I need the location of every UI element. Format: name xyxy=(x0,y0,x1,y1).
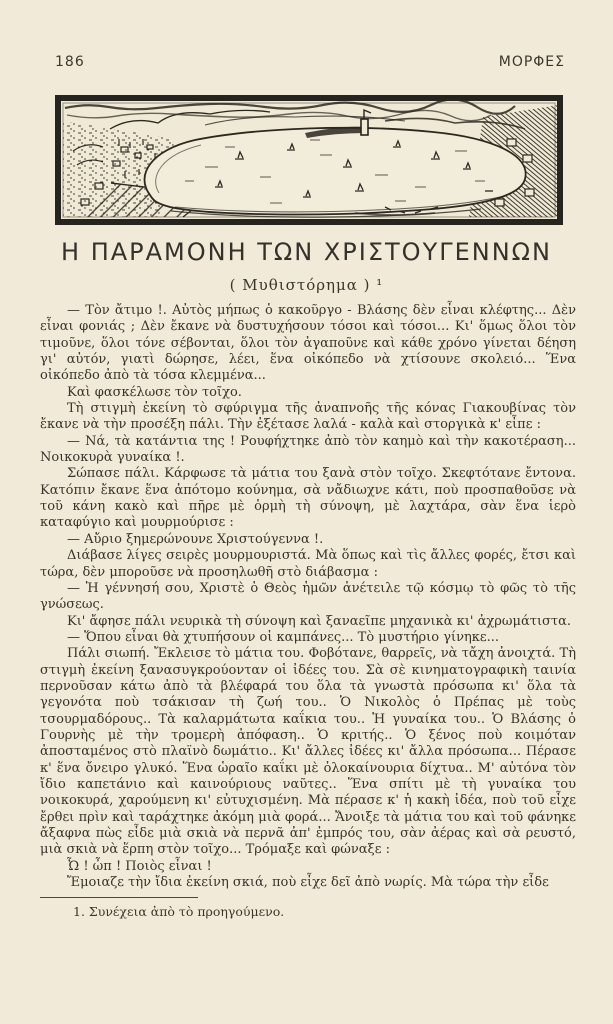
page-header xyxy=(55,54,565,70)
paragraph: Ὦ ! ὦπ ! Ποιὸς εἶναι ! xyxy=(67,858,212,874)
paragraph: — Τὸν ἄτιμο !. Αὐτὸς μήπως ὁ κακοῦργο - Βλάσης δὲν εἶναι κλέφτης... Δὲν εἶναι φονιάς ; Δὲν ἔκανε νὰ δυστυχήσουν τόσοι καὶ τόσοι... Κι' ὅμως ὅλοι τὸν τιμοῦνε, ὅλοι τόνε σέβονται, ὅλοι τὸν ἀγαποῦνε καὶ κάθε χρόνο γίνεται δέηση γι' αὐτόν, γιατὶ δώρησε, λέει, ἕνα οἰκόπεδο νὰ χτίσουνε σκολειό... Ἕνα οἰκόπεδο ἀπὸ τὰ τόσα κλεμμένα... xyxy=(40,303,576,384)
footnote: 1. Συνέχεια ἀπὸ τὸ προηγούμενο. xyxy=(73,904,285,919)
paragraph: — Αὔριο ξημερώνουνε Χριστούγεννα !. xyxy=(67,531,324,547)
harbor-woodcut-illustration xyxy=(55,95,563,225)
paragraph: Σώπασε πάλι. Κάρφωσε τὰ μάτια του ξανὰ στὸν τοῖχο. Σκεφτότανε ἔντονα. Κατόπιν ἔκανε ἕνα ἀπότομο κούνημα, σὰ νἄδιωχνε κάτι, ποὺ προσπαθοῦσε νὰ τοῦ κάνη κακὸ καὶ πῆρε μὲ ὁρμὴ τὴ σύνοψη, μὲ λαχτάρα, σὰν ἕνα ἱερὸ καταφύγιο καὶ μουρμούρισε : xyxy=(40,466,576,531)
page-number: 186 xyxy=(55,54,85,70)
article-title: Η ΠΑΡΑΜΟΝΗ ΤΩΝ ΧΡΙΣΤΟΥΓΕΝΝΩΝ xyxy=(61,238,552,266)
paragraph: Πάλι σιωπή. Ἔκλεισε τὸ μάτια του. Φοβότανε, θαρρεῖς, νὰ τἄχη ἀνοιχτά. Τὴ στιγμὴ ἐκείνη ξανασυγκρούονταν οἱ ἰδέες του. Σὰ σὲ κινηματογραφικὴ ταινία περνοῦσαν κάτω ἀπὸ τὰ βλέφαρά του ὅλα τὰ γνωστὰ πρόσωπα κι' ὅλα τὰ γεγονότα ποὺ τσάκισαν τὴ ζωή του.. Ὁ Νικολὸς ὁ Πρέπας μὲ τοὺς τσουρμαδόρους.. Τὰ καλαρμάτωτα καΐκια του.. Ἡ γυναίκα του.. Ὁ Βλάσης ὁ Γουρνὴς μὲ τὴν τρομερὴ ἀπόφαση.. Ὁ κριτής.. Ὁ ξένος ποὺ κοιμόταν ἀποσταμένος στὸ πλαϊνὸ δωμάτιο.. Κι' ἄλλες ἰδέες κι' ἄλλα πρόσωπα... Πέρασε κ' ἕνα ὄνειρο γλυκό. Ἕνα ὡραῖο καΐκι μὲ ὁλοκαίνουρια δίχτυα.. Μ' αὐτόνα τὸν ἴδιο καπετάνιο καὶ καινούριους ναῦτες.. Ἕνα σπίτι μὲ τὴ γυναίκα του νοικοκυρά, χαρούμενη κι' εὐτυχισμένη. Μὰ πέρασε κ' ἡ κακὴ ἰδέα, ποὺ τοῦ εἶχε ἔρθει πρὶν καὶ ταράχτηκε ἀκόμη μιὰ φορά... Ἄνοιξε τὰ μάτια του καὶ τοῦ φάνηκε ἄξαφνα πὼς εἶδε μιὰ σκιὰ νὰ περνᾶ ἀπ' ἐμπρός του, σὰν ἀέρας καὶ σὰ ρευστό, μιὰ σκιὰ νὰ ἕρπη στὸν τοῖχο... Τρόμαξε καὶ φώναξε : xyxy=(40,646,576,858)
article-subtitle: ( Μυθιστόρημα ) ¹ xyxy=(229,276,384,294)
paragraph: Τὴ στιγμὴ ἐκείνη τὸ σφύριγμα τῆς ἀναπνοῆς τῆς κόνας Γιακουβίνας τὸν ἔκανε νὰ τὴν προσέξη πάλι. Τὴν ἐξέτασε λαλά - καλὰ καὶ στοργικὰ κ' εἶπε : xyxy=(40,401,576,433)
article-body xyxy=(40,303,576,891)
running-title: ΜΟΡΦΕΣ xyxy=(498,54,565,70)
footnote-separator xyxy=(40,897,198,898)
paragraph: — Νά, τὰ κατάντια της ! Ρουφήχτηκε ἀπὸ τὸν καημὸ καὶ τὴν κακοτέραση... Νοικοκυρὰ γυναίκα !. xyxy=(40,433,576,466)
paragraph: — Ἡ γέννησή σου, Χριστὲ ὁ Θεὸς ἡμῶν ἀνέτειλε τῷ κόσμῳ τὸ φῶς τὸ τῆς γνώσεως. xyxy=(40,580,576,613)
harbor-woodcut-svg xyxy=(55,95,563,225)
paragraph: Ἔμοιαζε τὴν ἴδια ἐκείνη σκιά, ποὺ εἶχε δεῖ ἀπὸ νωρίς. Μὰ τώρα τὴν εἶδε xyxy=(67,875,549,891)
paragraph: Καὶ φασκέλωσε τὸν τοῖχο. xyxy=(67,384,242,400)
paragraph: Κι' ἄφησε πάλι νευρικὰ τὴ σύνοψη καὶ ξαναεῖπε μηχανικὰ κι' ἀχρωμάτιστα. xyxy=(67,613,572,629)
paragraph: — Ὅπου εἶναι θὰ χτυπήσουν οἱ καμπάνες... Τὸ μυστήριο γίνηκε... xyxy=(67,629,500,645)
paragraph: Διάβασε λίγες σειρὲς μουρμουριστά. Μὰ ὅπως καὶ τὶς ἄλλες φορές, ἔτσι καὶ τώρα, δὲν μποροῦσε νὰ προσηλωθῆ στὸ διάβασμα : xyxy=(40,548,576,580)
